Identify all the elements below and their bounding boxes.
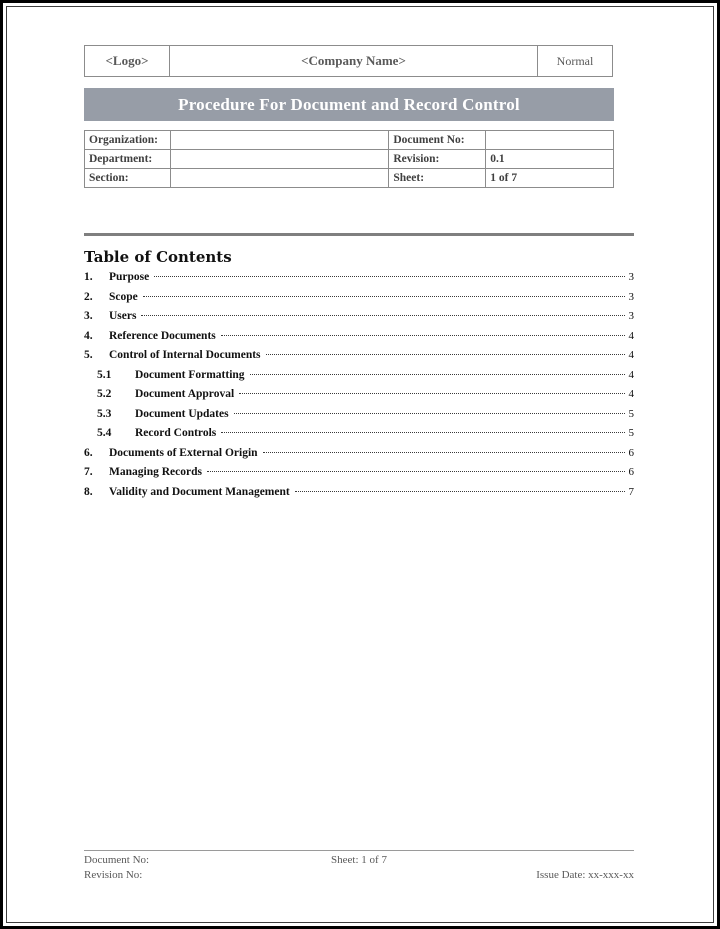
company-name-placeholder: <Company Name> bbox=[169, 45, 538, 77]
toc-entry-scope[interactable] bbox=[84, 291, 634, 311]
toc-entry-number: 5. bbox=[84, 349, 93, 361]
toc-entry-number: 5.3 bbox=[97, 407, 112, 420]
toc-entry-page: 4 bbox=[628, 388, 634, 400]
toc-dot-leader bbox=[295, 491, 625, 492]
department-value[interactable] bbox=[170, 150, 388, 169]
toc-entry-page: 5 bbox=[628, 407, 634, 420]
toc-list bbox=[84, 271, 634, 505]
toc-dot-leader bbox=[234, 413, 625, 414]
toc-entry-document-approval[interactable] bbox=[84, 388, 634, 408]
toc-entry-record-controls[interactable] bbox=[84, 427, 634, 447]
footer-issue-date: Issue Date: xx-xxx-xx bbox=[536, 868, 634, 881]
organization-value[interactable] bbox=[170, 131, 388, 150]
toc-dot-leader bbox=[143, 296, 625, 297]
table-row bbox=[85, 150, 614, 169]
toc-dot-leader bbox=[221, 335, 625, 336]
toc-entry-page: 3 bbox=[628, 271, 634, 283]
toc-entry-page: 4 bbox=[628, 349, 634, 361]
toc-entry-documents-of-external-origin[interactable] bbox=[84, 447, 634, 467]
toc-entry-number: 5.2 bbox=[97, 388, 112, 400]
department-label: Department: bbox=[85, 150, 171, 169]
toc-entry-document-updates[interactable] bbox=[84, 408, 634, 428]
toc-entry-title: Document Formatting bbox=[135, 368, 245, 381]
toc-entry-title: Scope bbox=[109, 290, 138, 303]
toc-entry-title: Users bbox=[109, 310, 137, 322]
section-label: Section: bbox=[85, 169, 171, 188]
toc-dot-leader bbox=[221, 432, 624, 433]
toc-entry-title: Record Controls bbox=[135, 427, 217, 439]
toc-dot-leader bbox=[266, 354, 625, 355]
footer-rule bbox=[84, 850, 634, 851]
toc-dot-leader bbox=[239, 393, 624, 394]
section-value[interactable] bbox=[170, 169, 388, 188]
toc-entry-number: 5.4 bbox=[97, 427, 112, 439]
footer-revision-no: Revision No: bbox=[84, 868, 143, 881]
toc-entry-title: Document Approval bbox=[135, 388, 235, 400]
toc-entry-page: 6 bbox=[628, 446, 634, 459]
section-divider-rule bbox=[84, 233, 634, 236]
document-no-value[interactable] bbox=[486, 131, 614, 150]
toc-entry-page: 7 bbox=[628, 485, 634, 498]
toc-entry-title: Reference Documents bbox=[109, 329, 216, 342]
table-row bbox=[85, 169, 614, 188]
toc-entry-title: Purpose bbox=[109, 271, 150, 283]
toc-entry-document-formatting[interactable] bbox=[84, 369, 634, 389]
toc-entry-page: 4 bbox=[628, 329, 634, 342]
logo-placeholder: <Logo> bbox=[84, 45, 170, 77]
toc-dot-leader bbox=[154, 276, 624, 277]
revision-value[interactable]: 0.1 bbox=[486, 150, 614, 169]
organization-label: Organization: bbox=[85, 131, 171, 150]
toc-entry-purpose[interactable] bbox=[84, 271, 634, 291]
revision-label: Revision: bbox=[389, 150, 486, 169]
toc-entry-number: 8. bbox=[84, 485, 93, 498]
table-row bbox=[85, 131, 614, 150]
toc-entry-number: 6. bbox=[84, 446, 93, 459]
document-meta-table bbox=[84, 130, 614, 188]
toc-entry-page: 4 bbox=[628, 368, 634, 381]
toc-entry-number: 7. bbox=[84, 466, 93, 478]
toc-dot-leader bbox=[207, 471, 625, 472]
toc-entry-title: Control of Internal Documents bbox=[109, 349, 261, 361]
toc-entry-page: 3 bbox=[628, 310, 634, 322]
toc-heading: Table of Contents bbox=[84, 248, 232, 266]
toc-entry-page: 6 bbox=[628, 466, 634, 478]
toc-dot-leader bbox=[141, 315, 624, 316]
sheet-label: Sheet: bbox=[389, 169, 486, 188]
toc-entry-number: 5.1 bbox=[97, 368, 112, 381]
page-footer bbox=[84, 850, 634, 882]
document-title-banner: Procedure For Document and Record Control bbox=[84, 88, 614, 121]
toc-entry-control-of-internal-documents[interactable] bbox=[84, 349, 634, 369]
toc-entry-reference-documents[interactable] bbox=[84, 330, 634, 350]
toc-entry-page: 5 bbox=[628, 427, 634, 439]
toc-entry-title: Validity and Document Management bbox=[109, 485, 290, 498]
toc-entry-validity-and-document-management[interactable] bbox=[84, 486, 634, 506]
toc-entry-number: 3. bbox=[84, 310, 93, 322]
footer-sheet: Sheet: 1 of 7 bbox=[331, 854, 387, 866]
sheet-value[interactable]: 1 of 7 bbox=[486, 169, 614, 188]
header-table bbox=[84, 45, 614, 77]
toc-entry-title: Document Updates bbox=[135, 407, 229, 420]
toc-entry-number: 1. bbox=[84, 271, 93, 283]
footer-document-no: Document No: bbox=[84, 854, 150, 866]
toc-dot-leader bbox=[263, 452, 625, 453]
toc-entry-title: Documents of External Origin bbox=[109, 446, 258, 459]
document-no-label: Document No: bbox=[389, 131, 486, 150]
toc-entry-managing-records[interactable] bbox=[84, 466, 634, 486]
toc-entry-title: Managing Records bbox=[109, 466, 202, 478]
toc-entry-number: 4. bbox=[84, 329, 93, 342]
toc-entry-number: 2. bbox=[84, 290, 93, 303]
toc-entry-page: 3 bbox=[628, 290, 634, 303]
page-border-inner bbox=[6, 6, 714, 923]
document-status-label: Normal bbox=[537, 45, 613, 77]
toc-dot-leader bbox=[250, 374, 625, 375]
toc-entry-users[interactable] bbox=[84, 310, 634, 330]
